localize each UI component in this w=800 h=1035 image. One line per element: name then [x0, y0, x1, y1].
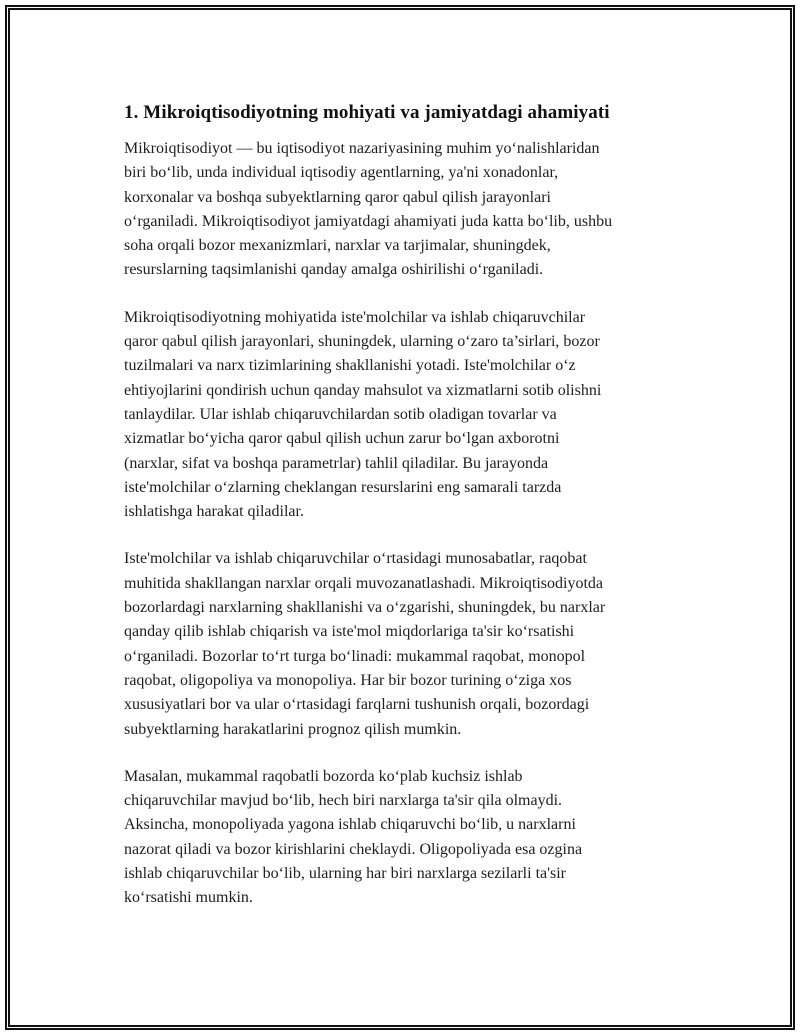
text-line: soha orqali bozor mexanizmlari, narxlar va tarjimalar, shuningdek, — [124, 237, 551, 255]
page-frame — [5, 5, 795, 1030]
text-line: chiqaruvchilar mavjud bo‘lib, hech biri narxlarga ta'sir qila olmaydi. — [124, 792, 563, 810]
text-line: (narxlar, sifat va boshqa parametrlar) tahlil qiladilar. Bu jarayonda — [124, 454, 549, 472]
text-line: Iste'molchilar va ishlab chiqaruvchilar o‘rtasidagi munosabatlar, raqobat — [124, 550, 587, 568]
text-line: o‘rganiladi. Bozorlar to‘rt turga bo‘linadi: mukammal raqobat, monopol — [124, 647, 586, 665]
text-line: qanday qilib ishlab chiqarish va iste'mol miqdorlariga ta'sir ko‘rsatishi — [124, 623, 575, 641]
text-line: nazorat qiladi va bozor kirishlarini cheklaydi. Oligopoliyada esa ozgina — [124, 840, 583, 858]
text-line: xizmatlar bo‘yicha qaror qabul qilish uchun zarur bo‘lgan axborotni — [124, 430, 560, 448]
text-line: bozorlardagi narxlarning shakllanishi va o‘zgarishi, shuningdek, bu narxlar — [124, 599, 606, 617]
text-line: ishlatishga harakat qiladilar. — [124, 503, 304, 521]
text-line: xususiyatlari bor va ular o‘rtasidagi farqlarni tushunish orqali, bozordagi — [124, 696, 590, 714]
paragraph-4 — [124, 765, 704, 911]
text-line: tuzilmalari va narx tizimlarining shakllanishi yotadi. Iste'molchilar o‘z — [124, 357, 576, 375]
text-line: muhitida shakllangan narxlar orqali muvozanatlashadi. Mikroiqtisodiyotda — [124, 574, 603, 592]
text-line: ishlab chiqaruvchilar bo‘lib, ularning har biri narxlarga sezilarli ta'sir — [124, 865, 566, 883]
text-line: iste'molchilar o‘zlarning cheklangan resurslarini eng samarali tarzda — [124, 478, 562, 496]
section-heading: 1. Mikroiqtisodiyotning mohiyati va jamiyatdagi ahamiyati — [124, 102, 610, 123]
text-line: Mikroiqtisodiyotning mohiyatida iste'molchilar va ishlab chiqaruvchilar — [124, 308, 586, 326]
text-line: resurslarning taqsimlanishi qanday amalga oshirilishi o‘rganiladi. — [124, 261, 544, 279]
text-line: o‘rganiladi. Mikroiqtisodiyot jamiyatdagi ahamiyati juda katta bo‘lib, ushbu — [124, 212, 613, 230]
text-line: Masalan, mukammal raqobatli bozorda ko‘plab kuchsiz ishlab — [124, 767, 523, 785]
text-line: qaror qabul qilish jarayonlari, shuningdek, ularning o‘zaro ta’sirlari, bozor — [124, 333, 600, 351]
document-body — [124, 100, 704, 934]
text-line: ehtiyojlarini qondirish uchun qanday mahsulot va xizmatlarni sotib olishni — [124, 381, 602, 399]
text-line: tanlaydilar. Ular ishlab chiqaruvchilardan sotib oladigan tovarlar va — [124, 405, 557, 423]
text-line: korxonalar va boshqa subyektlarning qaror qabul qilish jarayonlari — [124, 188, 551, 206]
text-line: ko‘rsatishi mumkin. — [124, 889, 253, 907]
text-line: raqobat, oligopoliya va monopoliya. Har bir bozor turining o‘ziga xos — [124, 671, 572, 689]
text-line: biri bo‘lib, unda individual iqtisodiy agentlarning, ya'ni xonadonlar, — [124, 164, 559, 182]
text-line: Mikroiqtisodiyot — bu iqtisodiyot nazariyasining muhim yo‘nalishlaridan — [124, 140, 600, 157]
paragraph-3 — [124, 547, 704, 741]
text-line: Aksincha, monopoliyada yagona ishlab chiqaruvchi bo‘lib, u narxlarni — [124, 816, 576, 834]
paragraph-1 — [124, 137, 704, 283]
paragraph-2 — [124, 306, 704, 525]
text-line: subyektlarning harakatlarini prognoz qilish mumkin. — [124, 720, 462, 738]
